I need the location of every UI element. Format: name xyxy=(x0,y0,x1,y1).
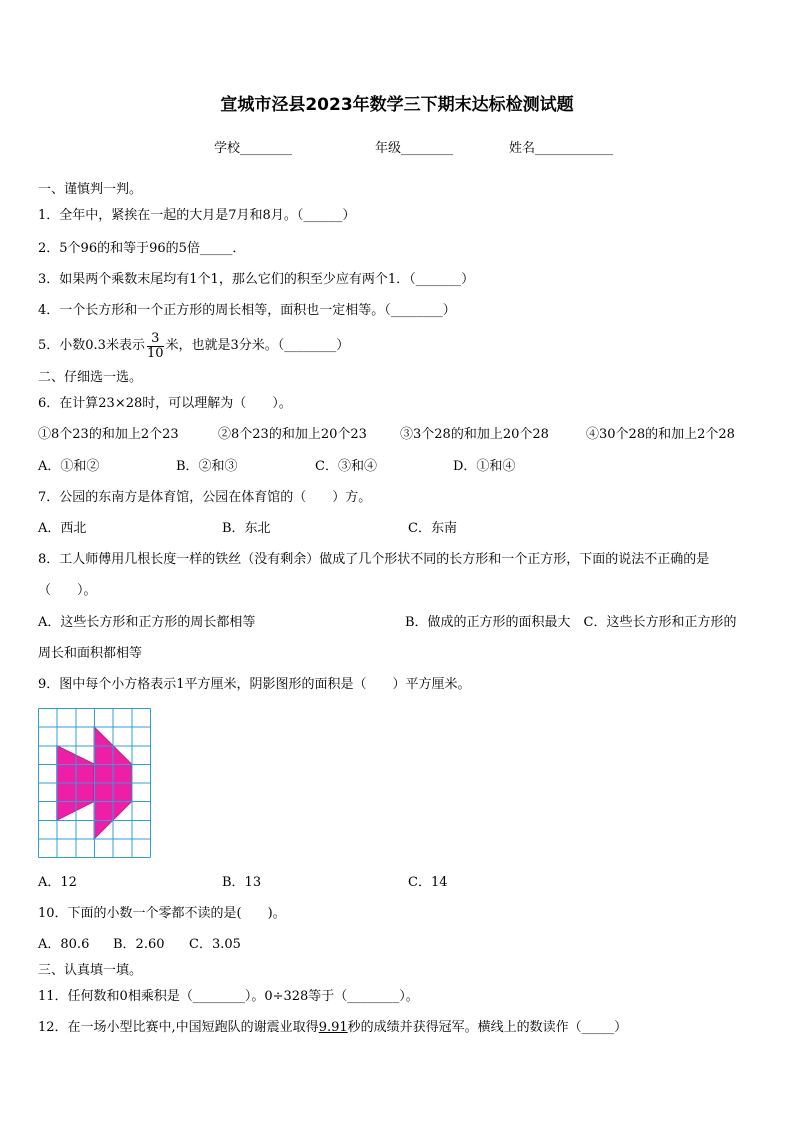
question-9-stem: 9．图中每个小方格表示1平方厘米，阴影图形的面积是（ ）平方厘米。 xyxy=(38,677,471,692)
question-1: 1．全年中，紧挨在一起的大月是7月和8月。（______） xyxy=(38,208,356,223)
grade-field: 年级________ xyxy=(375,141,454,156)
question-7-option-a: A．西北 xyxy=(38,521,87,536)
question-2: 2．5个96的和等于96的5倍_____． xyxy=(38,241,246,256)
question-3: 3．如果两个乘数末尾均有1个1，那么它们的积至少应有两个1．（_______） xyxy=(38,272,475,287)
question-6-stem: 6．在计算23×28时，可以理解为（ ）。 xyxy=(38,396,292,411)
fraction-numerator: 3 xyxy=(147,332,164,347)
question-5 xyxy=(38,328,349,364)
question-6-item-3: ③3个28的和加上20个28 xyxy=(400,427,549,442)
question-12-text-before: 12．在一场小型比赛中,中国短跑队的谢震业取得 xyxy=(38,1020,319,1035)
question-9-option-b: B．13 xyxy=(222,875,262,890)
name-field: 姓名____________ xyxy=(509,141,614,156)
question-5-text-after: 米，也就是3分米。（________） xyxy=(165,338,350,353)
question-7-option-c: C．东南 xyxy=(408,521,457,536)
question-10-option-b: B．2.60 xyxy=(113,937,165,952)
school-field: 学校________ xyxy=(214,141,293,156)
page-title: 宣城市泾县2023年数学三下期末达标检测试题 xyxy=(220,95,574,115)
grid-figure xyxy=(38,708,151,858)
grid-lines xyxy=(39,709,151,858)
question-8-stem: 8．工人师傅用几根长度一样的铁丝（没有剩余）做成了几个形状不同的长方形和一个正方形，下面的说法不正确的是 xyxy=(38,552,710,567)
question-10-stem: 10．下面的小数一个零都不读的是( )。 xyxy=(38,906,286,921)
question-11: 11．任何数和0相乘积是（________）。0÷328等于（________）。 xyxy=(38,989,419,1004)
question-8-option-c-cont: 周长和面积都相等 xyxy=(38,646,143,661)
question-5-text-before: 5．小数0.3米表示 xyxy=(38,338,145,353)
question-9-option-c: C．14 xyxy=(408,875,448,890)
question-4: 4．一个长方形和一个正方形的周长相等，面积也一定相等。（________） xyxy=(38,303,456,318)
question-12-underlined-number: 9.91 xyxy=(318,1020,348,1035)
question-6-option-a: A．①和② xyxy=(38,459,100,474)
question-7-stem: 7．公园的东南方是体育馆，公园在体育馆的（ ）方。 xyxy=(38,490,372,505)
question-9-option-a: A．12 xyxy=(38,875,77,890)
section-heading-3: 三、认真填一填。 xyxy=(38,963,143,978)
question-8-option-a: A．这些长方形和正方形的周长都相等 xyxy=(38,615,256,630)
question-8-stem-cont: （ ）。 xyxy=(38,583,97,598)
question-12 xyxy=(38,1020,627,1036)
question-6-option-b: B．②和③ xyxy=(176,459,238,474)
question-6-item-1: ①8个23的和加上2个23 xyxy=(38,427,179,442)
question-10-option-c: C．3.05 xyxy=(189,937,241,952)
fraction xyxy=(147,332,164,361)
question-6-item-4: ④30个28的和加上2个28 xyxy=(586,427,735,442)
question-6-option-c: C．③和④ xyxy=(315,459,377,474)
question-12-text-after: 秒的成绩并获得冠军。横线上的数读作（_____） xyxy=(347,1020,628,1035)
question-7-option-b: B．东北 xyxy=(222,521,271,536)
section-heading-2: 二、仔细选一选。 xyxy=(38,370,143,385)
question-10-option-a: A．80.6 xyxy=(38,937,90,952)
fraction-denominator: 10 xyxy=(146,345,164,361)
question-6-option-d: D．①和④ xyxy=(453,459,516,474)
question-6-item-2: ②8个23的和加上20个23 xyxy=(218,427,367,442)
section-heading-1: 一、谨慎判一判。 xyxy=(38,182,143,197)
question-8-option-bc: B．做成的正方形的面积最大 C．这些长方形和正方形的 xyxy=(405,615,737,630)
